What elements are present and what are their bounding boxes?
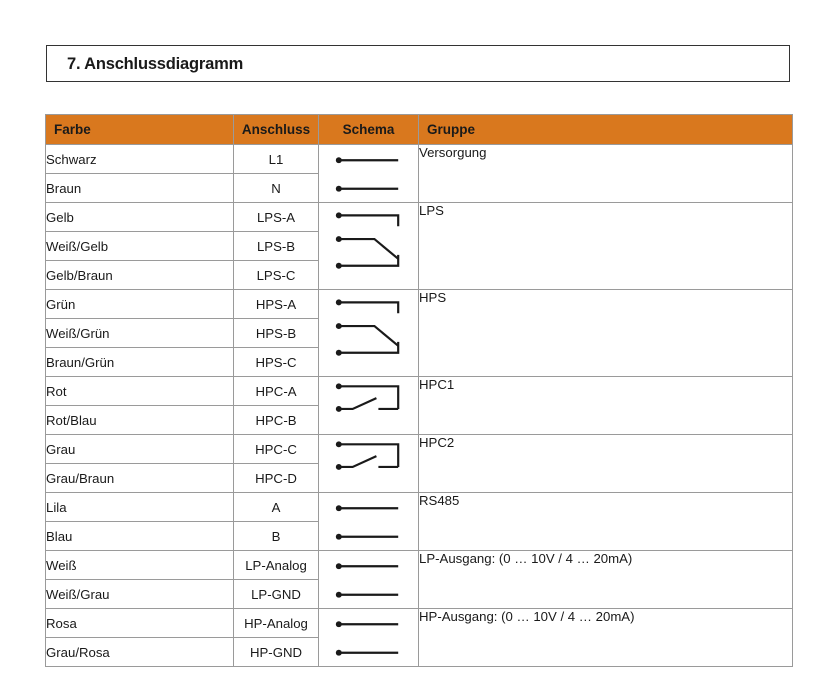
contact-no-line — [339, 255, 398, 266]
cell-anschluss: HP-GND — [234, 638, 319, 667]
header-anschluss: Anschluss — [234, 115, 319, 145]
cell-schema — [319, 435, 419, 493]
cell-farbe: Braun — [46, 174, 234, 203]
cell-schema — [319, 609, 419, 667]
cell-farbe: Schwarz — [46, 145, 234, 174]
cell-anschluss: HPC-B — [234, 406, 319, 435]
contact-nc-line — [339, 215, 398, 226]
cell-farbe: Braun/Grün — [46, 348, 234, 377]
cell-farbe: Grau — [46, 435, 234, 464]
cell-schema — [319, 145, 419, 203]
cell-anschluss: LPS-C — [234, 261, 319, 290]
header-farbe: Farbe — [46, 115, 234, 145]
cell-farbe: Gelb — [46, 203, 234, 232]
cell-anschluss: HPC-D — [234, 464, 319, 493]
connection-table — [45, 114, 793, 667]
schema-diagram — [319, 145, 418, 202]
cell-gruppe: HPC1 — [419, 377, 793, 435]
cell-anschluss: HP-Analog — [234, 609, 319, 638]
cell-farbe: Grün — [46, 290, 234, 319]
cell-anschluss: HPS-B — [234, 319, 319, 348]
cell-anschluss: N — [234, 174, 319, 203]
switch-arm-line — [339, 326, 398, 346]
switch-arm-line — [339, 456, 377, 467]
cell-farbe: Weiß/Grau — [46, 580, 234, 609]
cell-farbe: Rot — [46, 377, 234, 406]
cell-schema — [319, 203, 419, 290]
cell-anschluss: HPC-C — [234, 435, 319, 464]
table-row — [46, 609, 793, 638]
cell-gruppe: LP-Ausgang: (0 … 10V / 4 … 20mA) — [419, 551, 793, 609]
schema-diagram — [319, 377, 418, 434]
cell-farbe: Grau/Rosa — [46, 638, 234, 667]
cell-gruppe: HPS — [419, 290, 793, 377]
header-gruppe: Gruppe — [419, 115, 793, 145]
section-heading-box — [46, 45, 790, 82]
cell-farbe: Weiß — [46, 551, 234, 580]
cell-schema — [319, 551, 419, 609]
cell-anschluss: LP-GND — [234, 580, 319, 609]
contact-nc-line — [339, 302, 398, 313]
cell-farbe: Gelb/Braun — [46, 261, 234, 290]
cell-anschluss: HPC-A — [234, 377, 319, 406]
table-row — [46, 435, 793, 464]
cell-farbe: Rosa — [46, 609, 234, 638]
cell-gruppe: Versorgung — [419, 145, 793, 203]
cell-schema — [319, 377, 419, 435]
switch-arm-line — [339, 398, 377, 409]
schema-diagram — [319, 493, 418, 550]
cell-gruppe: RS485 — [419, 493, 793, 551]
schema-diagram — [319, 290, 418, 376]
cell-anschluss: LP-Analog — [234, 551, 319, 580]
table-row — [46, 145, 793, 174]
schema-diagram — [319, 203, 418, 289]
cell-anschluss: HPS-A — [234, 290, 319, 319]
cell-gruppe: HP-Ausgang: (0 … 10V / 4 … 20mA) — [419, 609, 793, 667]
cell-anschluss: LPS-B — [234, 232, 319, 261]
cell-anschluss: A — [234, 493, 319, 522]
table-row — [46, 377, 793, 406]
cell-farbe: Grau/Braun — [46, 464, 234, 493]
cell-farbe: Weiß/Gelb — [46, 232, 234, 261]
cell-farbe: Lila — [46, 493, 234, 522]
table-row — [46, 290, 793, 319]
schema-diagram — [319, 551, 418, 608]
cell-schema — [319, 493, 419, 551]
table-row — [46, 203, 793, 232]
contact-line — [339, 386, 398, 409]
cell-anschluss: LPS-A — [234, 203, 319, 232]
cell-gruppe: LPS — [419, 203, 793, 290]
table-row — [46, 493, 793, 522]
schema-diagram — [319, 609, 418, 666]
cell-farbe: Weiß/Grün — [46, 319, 234, 348]
cell-farbe: Rot/Blau — [46, 406, 234, 435]
table-header-row — [46, 115, 793, 145]
header-schema: Schema — [319, 115, 419, 145]
cell-schema — [319, 290, 419, 377]
contact-no-line — [339, 342, 398, 353]
schema-diagram — [319, 435, 418, 492]
cell-anschluss: L1 — [234, 145, 319, 174]
cell-farbe: Blau — [46, 522, 234, 551]
section-title: 7. Anschlussdiagramm — [67, 55, 244, 73]
cell-anschluss: HPS-C — [234, 348, 319, 377]
table-row — [46, 551, 793, 580]
contact-line — [339, 444, 398, 467]
cell-anschluss: B — [234, 522, 319, 551]
cell-gruppe: HPC2 — [419, 435, 793, 493]
switch-arm-line — [339, 239, 398, 259]
